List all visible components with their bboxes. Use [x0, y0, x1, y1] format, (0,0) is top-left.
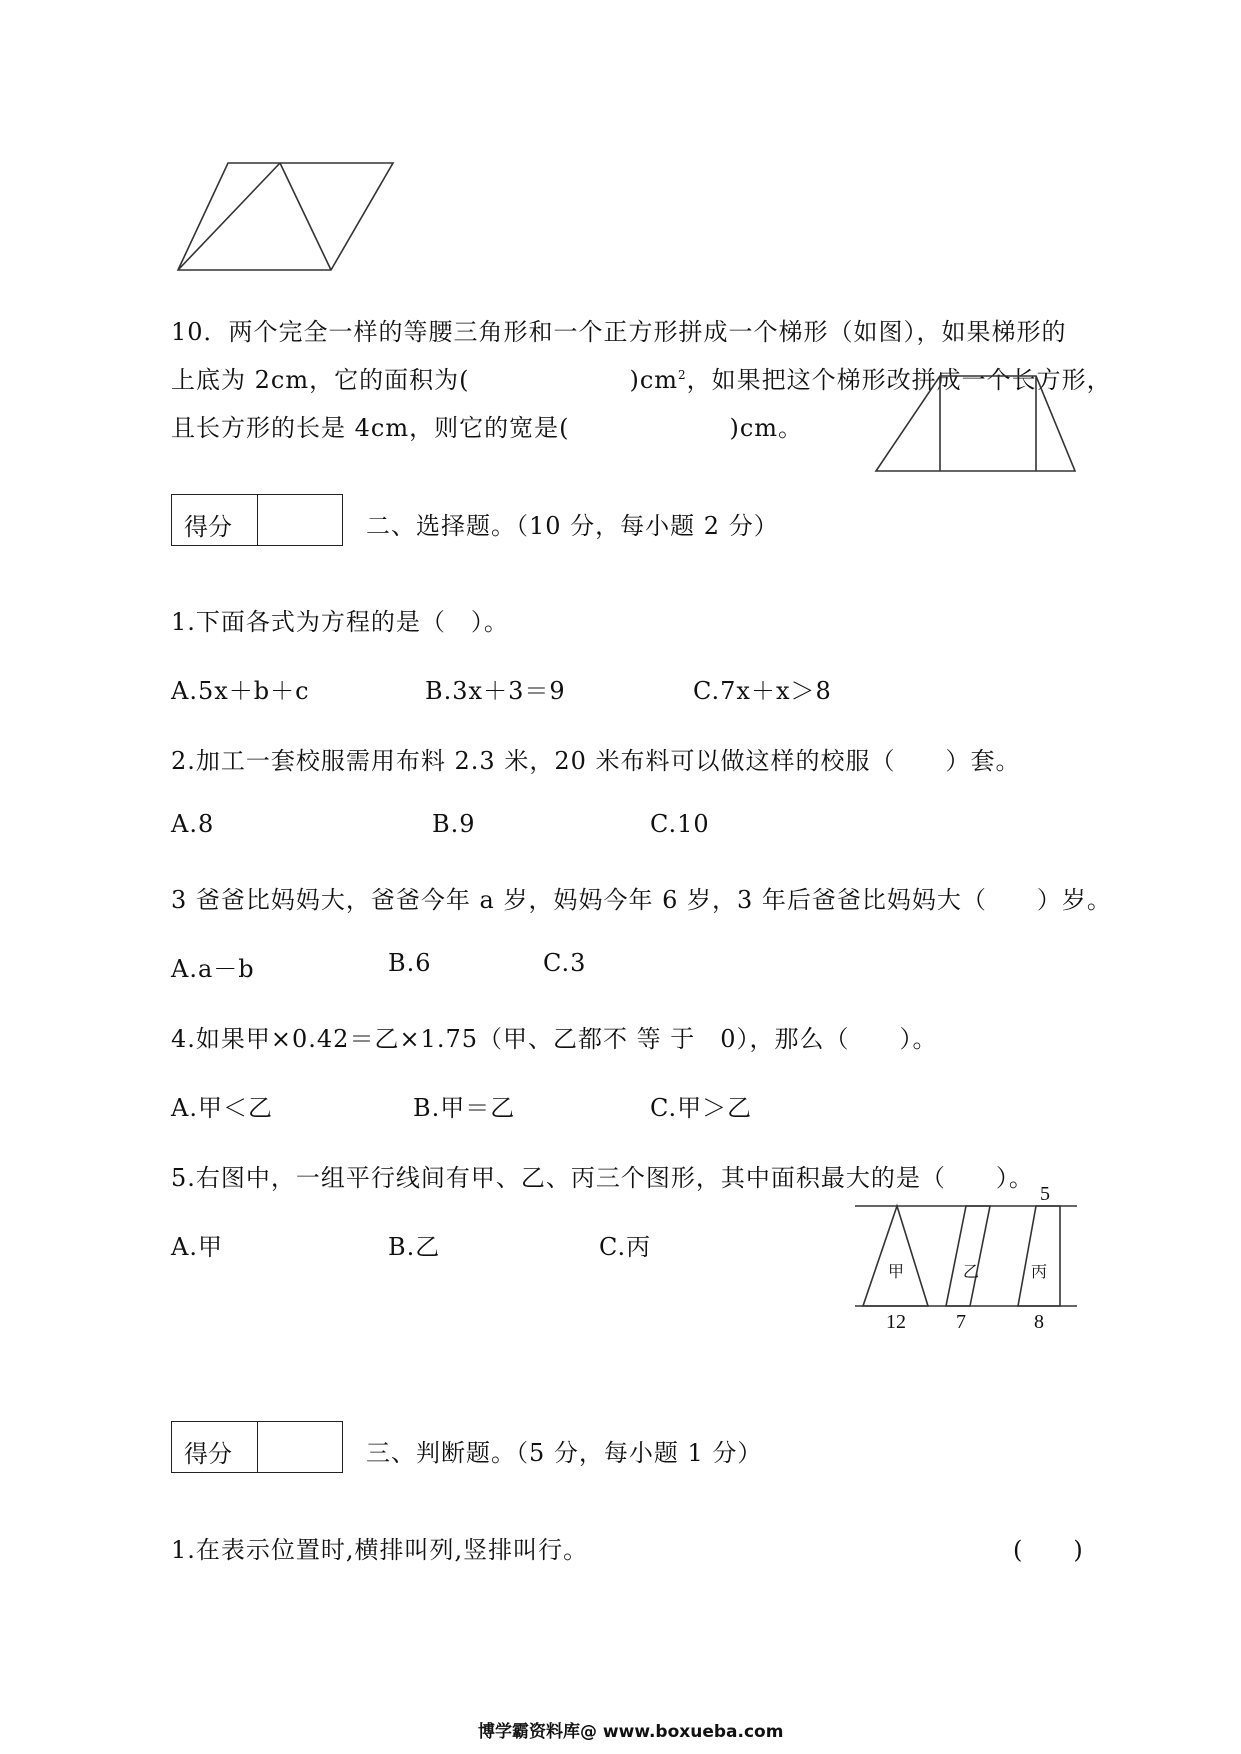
label-yi: 乙 — [963, 1264, 980, 1281]
q2-stem: 2.加工一套校服需用布料 2.3 米，20 米布料可以做这样的校服（ ）套。 — [171, 747, 1021, 775]
shape-bing — [1018, 1206, 1060, 1306]
judge-q1-answer-blank[interactable]: ( ) — [1013, 1536, 1084, 1564]
bottom-label-yi: 7 — [956, 1311, 966, 1333]
shape-jia — [863, 1206, 928, 1306]
label-jia: 甲 — [888, 1264, 905, 1281]
q4-option-c: C.甲＞乙 — [650, 1094, 753, 1122]
q1-option-a: A.5x＋b＋c — [171, 677, 310, 705]
q5-stem: 5.右图中，一组平行线间有甲、乙、丙三个图形，其中面积最大的是（ ）。 — [171, 1164, 1034, 1192]
q10-line2-unit: )cm — [629, 366, 679, 394]
bottom-label-bing: 8 — [1034, 1311, 1044, 1333]
q2-option-b: B.9 — [432, 810, 476, 838]
q4-stem: 4.如果甲×0.42＝乙×1.75（甲、乙都不 等 于 0），那么（ ）。 — [171, 1025, 938, 1053]
q2-option-a: A.8 — [171, 810, 215, 838]
q5-option-a: A.甲 — [171, 1233, 223, 1261]
q5-option-c: C.丙 — [599, 1233, 652, 1261]
footer-watermark: 博学霸资料库@ www.boxueba.com — [478, 1722, 784, 1742]
q10-unit-superscript: 2 — [678, 368, 687, 382]
section3-title: 三、判断题。（5 分，每小题 1 分） — [366, 1439, 763, 1467]
q5-option-b: B.乙 — [388, 1233, 441, 1261]
section2-title: 二、选择题。（10 分，每小题 2 分） — [366, 512, 779, 540]
score-label-cell — [172, 1422, 258, 1472]
q3-option-a: A.a－b — [171, 955, 255, 983]
q4-option-a: A.甲＜乙 — [171, 1094, 273, 1122]
figure-top-label: 5 — [1040, 1183, 1050, 1205]
score-label: 得分 — [184, 513, 232, 541]
q10-line3-start: 且长方形的长是 4cm，则它的宽是( — [171, 414, 570, 442]
q3-option-c: C.3 — [543, 949, 587, 977]
q1-option-c: C.7x＋x＞8 — [693, 677, 832, 705]
q2-option-c: C.10 — [650, 810, 710, 838]
q3-stem: 3 爸爸比妈妈大，爸爸今年 a 岁，妈妈今年 6 岁，3 年后爸爸比妈妈大（ ）岁。 — [171, 886, 1112, 914]
q10-line2-start: 上底为 2cm，它的面积为( — [171, 366, 470, 394]
judge-q1-stem: 1.在表示位置时,横排叫列,竖排叫行。 — [171, 1536, 589, 1564]
bottom-label-jia: 12 — [886, 1311, 906, 1333]
q10-line2-end: ，如果把这个梯形改拼成一个长方形， — [686, 366, 1112, 394]
section3-score-box — [171, 1421, 343, 1473]
q4-option-b: B.甲＝乙 — [413, 1094, 516, 1122]
q1-stem: 1.下面各式为方程的是（ ）。 — [171, 608, 509, 636]
shape-yi — [946, 1206, 990, 1306]
q3-option-b: B.6 — [388, 949, 432, 977]
q1-option-b: B.3x＋3＝9 — [425, 677, 566, 705]
label-bing: 丙 — [1031, 1264, 1048, 1281]
q10-line3-end: )cm。 — [729, 414, 804, 442]
score-label: 得分 — [184, 1440, 232, 1468]
q10-line1: 10．两个完全一样的等腰三角形和一个正方形拼成一个梯形（如图），如果梯形的 — [171, 318, 1067, 346]
